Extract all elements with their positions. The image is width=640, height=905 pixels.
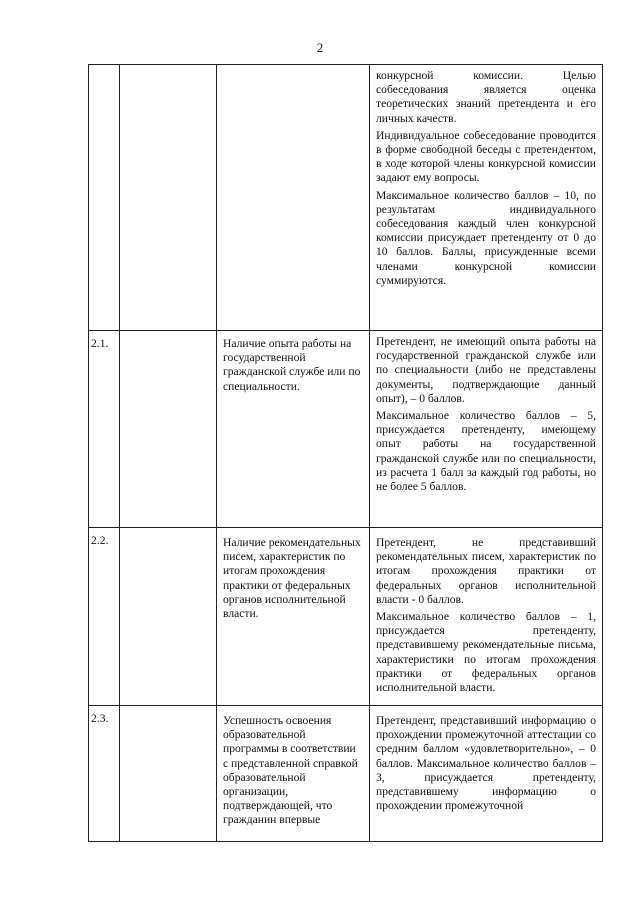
description-paragraph: Максимальное количество баллов – 10, по результатам индивидуального собеседования каждый член конкурсной комиссии присуждает претенденту от 0 до 10 баллов. Баллы, присужденные всеми членами конкурсной комиссии суммируются. <box>376 188 596 287</box>
row-number <box>89 65 119 71</box>
table-row <box>89 528 603 706</box>
criterion-text: Наличие рекомендательных писем, характеристик по итогам прохождения практики от федеральных органов исполнительной власти. <box>223 536 361 621</box>
table-row <box>89 706 603 842</box>
criteria-table <box>88 64 603 842</box>
criterion-text: Наличие опыта работы на государственной гражданской службе или по специальности. <box>223 337 361 393</box>
row-number-cell <box>89 528 120 706</box>
criterion-cell <box>217 65 370 331</box>
criterion-text <box>217 65 369 71</box>
page-number: 2 <box>316 40 324 55</box>
empty-cell <box>120 331 217 528</box>
description-cell <box>370 65 603 331</box>
description-paragraph: Претендент, не представивший рекомендательных писем, характеристик по итогам прохождения практики от федеральных органов исполнительной власти - 0 баллов. <box>376 536 596 606</box>
row-number: 2.3. <box>91 712 109 725</box>
description-cell <box>370 706 603 842</box>
row-number: 2.1. <box>91 337 109 350</box>
criterion-cell <box>217 706 370 842</box>
criterion-text: Успешность освоения образовательной программы в соответствии с представленной справкой образовательной организации, подтверждающей, что гражданин впервые <box>223 714 358 827</box>
row-number-cell <box>89 706 120 842</box>
description-cell <box>370 331 603 528</box>
table-row <box>89 331 603 528</box>
description-cell <box>370 528 603 706</box>
empty-cell <box>120 528 217 706</box>
description-paragraph: конкурсной комиссии. Целью собеседования является оценка теоретических знаний претендента и его личных качеств. <box>376 69 596 125</box>
description-paragraph: Претендент, не имеющий опыта работы на государственной гражданской службе или по специальности (либо не представлены документы, подтверждающие данный опыт), – 0 баллов. <box>376 335 596 405</box>
empty-cell <box>120 65 217 331</box>
description-paragraph: Претендент, представивший информацию о прохождении промежуточной аттестации со средним баллом «удовлетворительно», – 0 баллов. Максимальное количество баллов – 3, присуждается претенденту, представившему информацию о прохождении промежуточной <box>376 714 596 813</box>
criterion-cell <box>217 331 370 528</box>
row-number-cell <box>89 331 120 528</box>
description-paragraph: Максимальное количество баллов – 5, присуждается претенденту, имеющему опыт работы на государственной гражданской службе или по специальности, из расчета 1 балл за каждый год работы, но не более 5 баллов. <box>376 409 596 494</box>
criterion-cell <box>217 528 370 706</box>
row-number-cell <box>89 65 120 331</box>
description-paragraph: Индивидуальное собеседование проводится в форме свободной беседы с претендентом, в ходе которой члены конкурсной комиссии задают ему вопросы. <box>376 128 596 185</box>
description-paragraph: Максимальное количество баллов – 1, присуждается претенденту, представившему рекомендательные письма, характеристики по итогам прохождения практики от федеральных органов исполнительной власти. <box>376 610 596 695</box>
row-number: 2.2. <box>91 534 109 547</box>
empty-cell <box>120 706 217 842</box>
table-row <box>89 65 603 331</box>
